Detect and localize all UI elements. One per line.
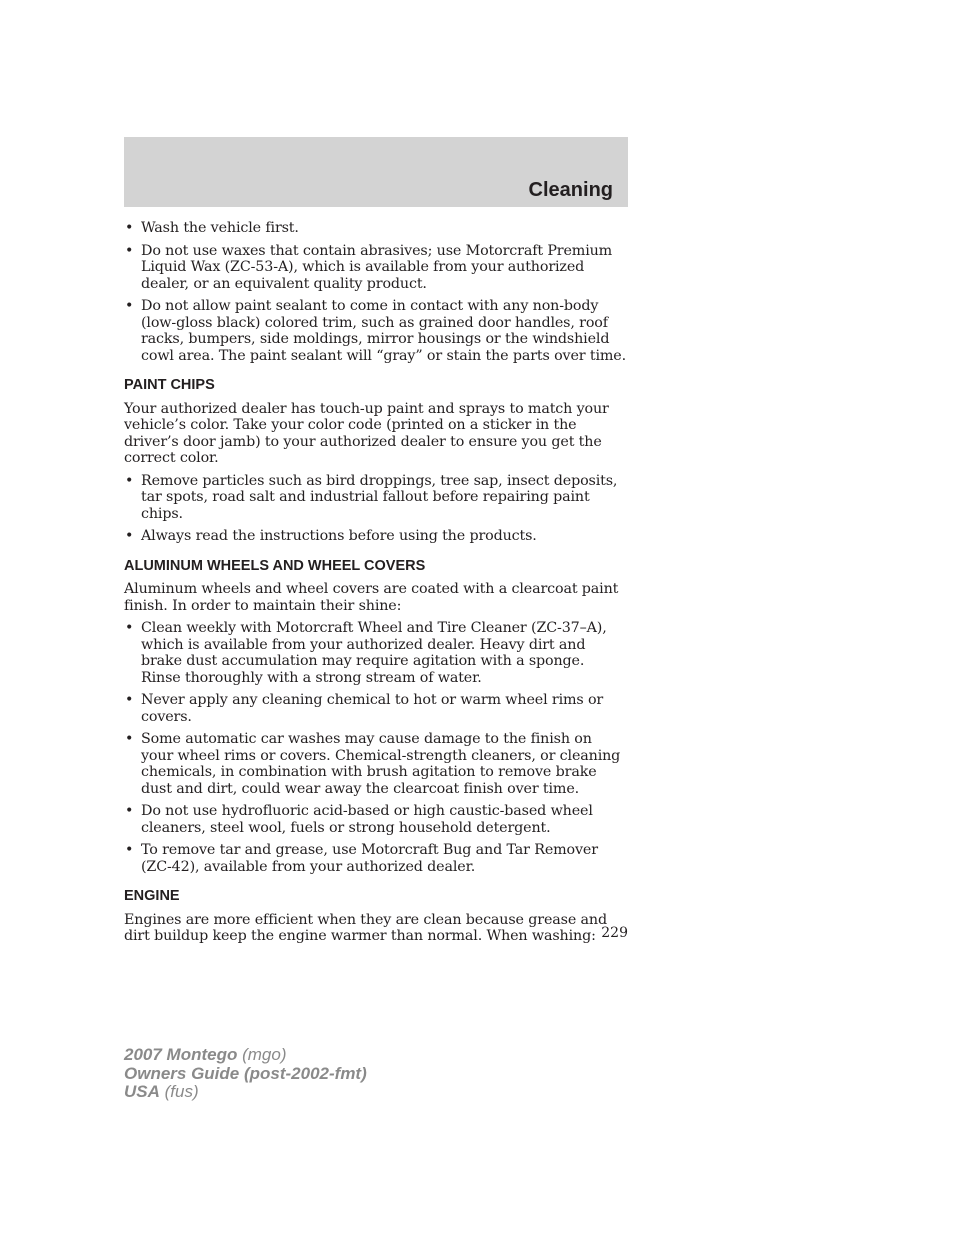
list-item: • To remove tar and grease, use Motorcraft Bug and Tar Remover (ZC-42), available from your authorized dealer.	[124, 842, 628, 875]
page-content	[124, 220, 628, 951]
list-item: • Wash the vehicle first.	[124, 220, 628, 237]
list-item: • Some automatic car washes may cause damage to the finish on your wheel rims or covers. Chemical-strength cleaners, or cleaning chemicals, in combination with brush agitation to remove brake dust and dirt, could wear away the clearcoat finish over time.	[124, 731, 628, 797]
wheels-heading: ALUMINUM WHEELS AND WHEEL COVERS	[124, 557, 426, 574]
list-item: • Clean weekly with Motorcraft Wheel and Tire Cleaner (ZC-37–A), which is available from your authorized dealer. Heavy dirt and brake dust accumulation may require agitation with a sponge. Rinse thoroughly with a strong stream of water.	[124, 620, 628, 686]
section-header-band	[124, 137, 628, 207]
list-item: • Do not use hydrofluoric acid-based or high caustic-based wheel cleaners, steel wool, fuels or strong household detergent.	[124, 803, 628, 836]
footer-line-3	[124, 1083, 367, 1102]
footer-market: USA	[124, 1082, 160, 1101]
footer-guide: Owners Guide (post-2002-fmt)	[124, 1063, 367, 1083]
list-item: • Do not allow paint sealant to come in contact with any non-body (low-gloss black) colored trim, such as grained door handles, roof racks, bumpers, side moldings, mirror housings or the windshield cowl area. The paint sealant will “gray” or stain the parts over time.	[124, 298, 628, 364]
engine-heading: ENGINE	[124, 888, 180, 904]
intro-bullet-list	[124, 220, 628, 364]
section-title: Cleaning	[528, 179, 613, 201]
footer-market-code: (fus)	[164, 1082, 199, 1101]
footer-model: 2007 Montego	[124, 1045, 238, 1064]
wheels-bullet-list	[124, 620, 628, 875]
engine-paragraph: Engines are more efficient when they are clean because grease and dirt buildup keep the engine warmer than normal. When washing:	[124, 911, 607, 944]
paint-chips-paragraph: Your authorized dealer has touch-up paint and sprays to match your vehicle’s color. Take your color code (printed on a sticker in the driver’s door jamb) to your authorized dealer to ensure you get the correct color.	[124, 400, 609, 466]
document-footer	[124, 1046, 367, 1102]
footer-model-code: (mgo)	[242, 1045, 287, 1064]
paint-chips-heading: PAINT CHIPS	[124, 377, 215, 393]
footer-line-2	[124, 1065, 367, 1084]
list-item: • Never apply any cleaning chemical to hot or warm wheel rims or covers.	[124, 692, 628, 725]
paint-chips-bullet-list	[124, 473, 628, 545]
list-item: • Do not use waxes that contain abrasives; use Motorcraft Premium Liquid Wax (ZC-53-A), which is available from your authorized dealer, or an equivalent quality product.	[124, 243, 628, 293]
page-number: 229	[601, 925, 628, 941]
wheels-paragraph: Aluminum wheels and wheel covers are coated with a clearcoat paint finish. In order to maintain their shine:	[124, 581, 619, 614]
footer-line-1	[124, 1046, 367, 1065]
list-item: • Always read the instructions before using the products.	[124, 528, 628, 545]
list-item: • Remove particles such as bird droppings, tree sap, insect deposits, tar spots, road salt and industrial fallout before repairing paint chips.	[124, 473, 628, 523]
